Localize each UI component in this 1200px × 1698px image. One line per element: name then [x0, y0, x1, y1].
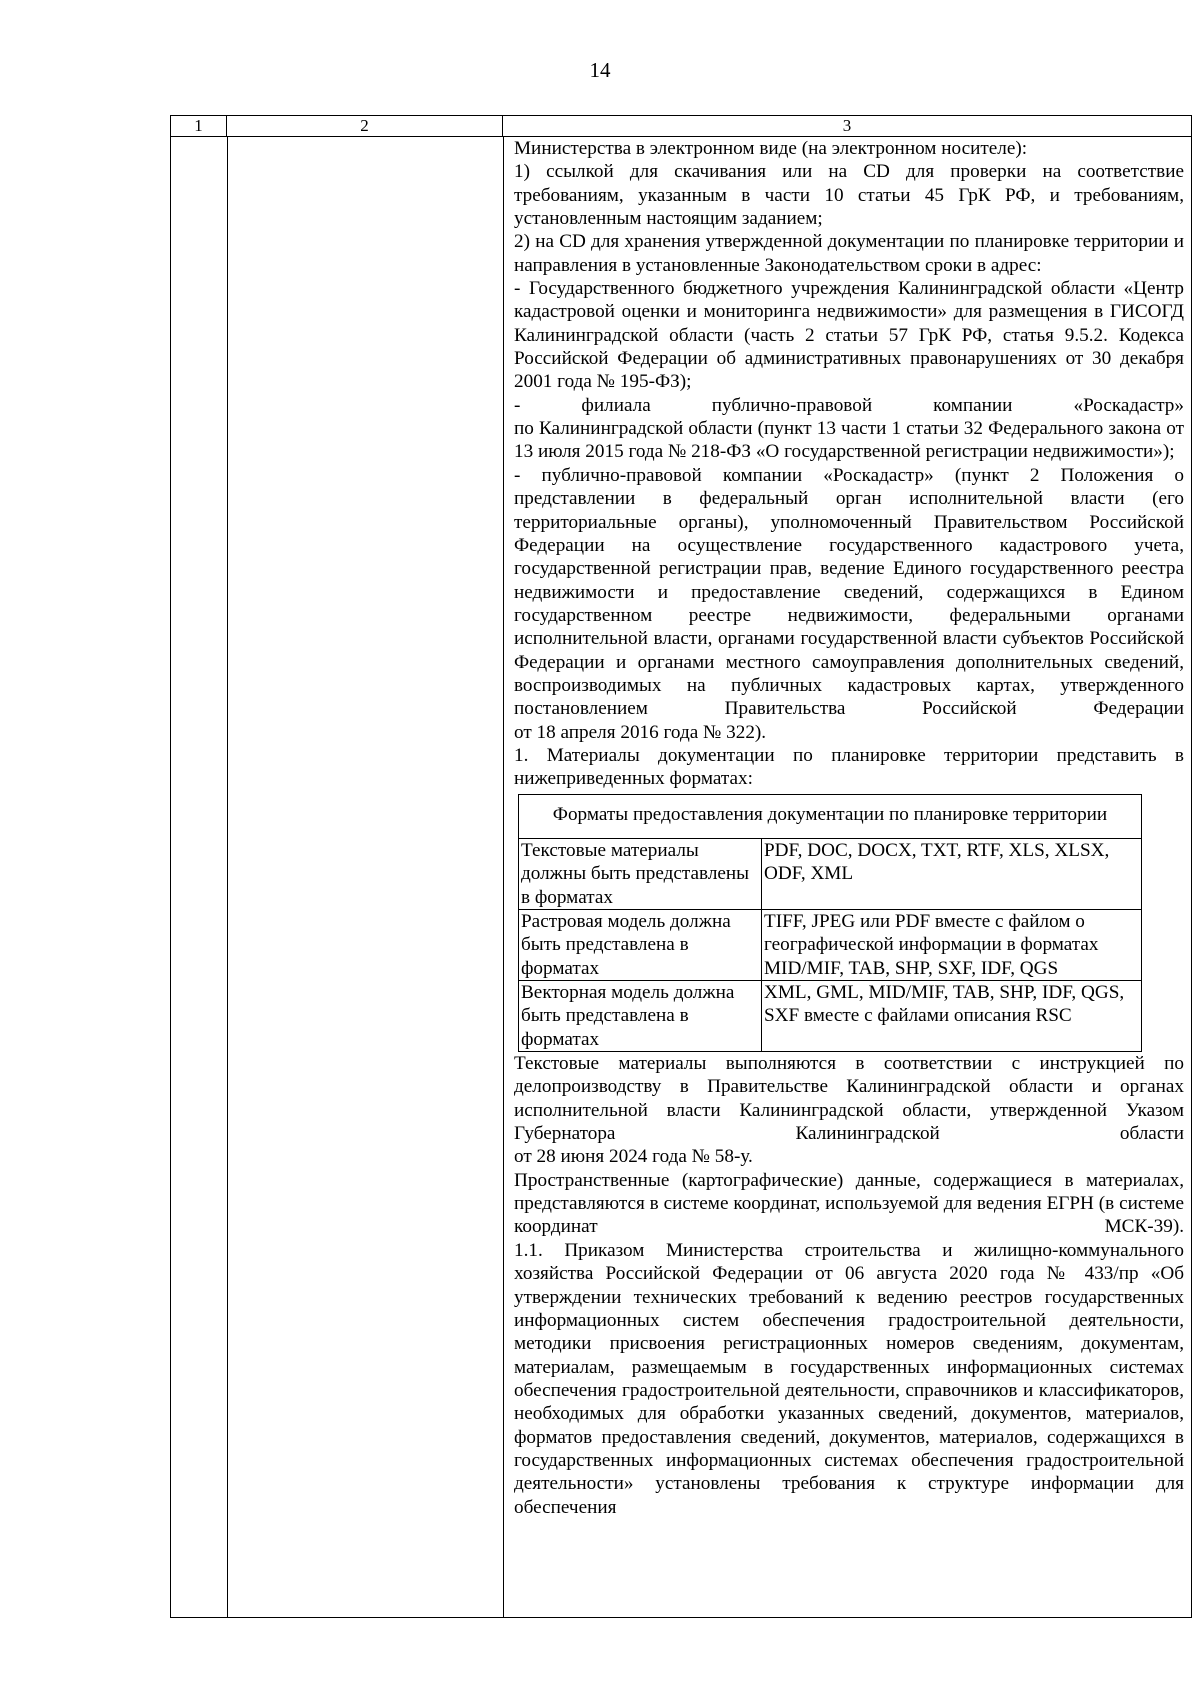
column-3-content — [514, 137, 1184, 1519]
formats-table — [518, 794, 1142, 1052]
table-row — [519, 838, 1142, 909]
paragraphs-after — [514, 1052, 1184, 1519]
format-label-text: Текстовые материалы должны быть представлены в форматах — [519, 838, 762, 909]
paragraph: по Калининградской области (пункт 13 части 1 статьи 32 Федерального закона от 13 июля 2015 года № 218-ФЗ «О государственной регистрации недвижимости»); — [514, 418, 1184, 463]
paragraph: 2) на CD для хранения утвержденной документации по планировке территории и направления в установленные Законодательством сроки в адрес: — [514, 231, 1184, 276]
paragraph: 1.1. Приказом Министерства строительства и жилищно-коммунального хозяйства Российской Федерации от 06 августа 2020 года № 433/пр «Об утверждении технических требований к ведению реестров государственных информационных систем обеспечения градостроительной деятельности, методики присвоения регистрационных номеров сведениям, документам, материалам, размещаемым в государственных информационных системах обеспечения градостроительной деятельности, справочников и классификаторов, необходимых для обработки указанных сведений, документов, материалов, форматов предоставления сведений, документов, материалов, содержащихся в государственных информационных системах обеспечения градостроительной деятельности» установлены требования к структуре информации для обеспечения — [514, 1239, 1184, 1518]
column-divider-1 — [227, 136, 228, 1617]
paragraph: от 28 июня 2024 года № 58-у. — [514, 1146, 753, 1168]
main-table — [170, 115, 1192, 1618]
paragraph: Текстовые материалы выполняются в соответствии с инструкцией по делопроизводству в Правительстве Калининградской области и органах исполнительной власти Калининградской области, утвержденной Указом Губернатора Калининградской области — [514, 1053, 1184, 1145]
page-number: 14 — [589, 58, 611, 82]
format-label-vector: Векторная модель должна быть представлена в форматах — [519, 981, 762, 1052]
paragraph: Министерства в электронном виде (на электронном носителе): — [514, 138, 1028, 159]
column-header-1: 1 — [171, 116, 227, 137]
column-header-3: 3 — [503, 116, 1191, 137]
format-value-raster: TIFF, JPEG или PDF вместе с файлом о географической информации в форматах MID/MIF, TAB, SHP, SXF, IDF, QGS — [762, 910, 1142, 981]
paragraph: - публично-правовой компании «Роскадастр» (пункт 2 Положения о представлении в федеральный орган исполнительной власти (его территориальные органы), уполномоченный Правительством Российской Федерации на осуществление государственного кадастрового учета, государственной регистрации прав, ведение Единого государственного реестра недвижимости и предоставление сведений, содержащихся в Едином государственном реестре недвижимости, федеральными органами исполнительной власти, органами государственной власти субъектов Российской Федерации и органами местного самоуправления дополнительных сведений, воспроизводимых на публичных кадастровых картах, утвержденного постановлением Правительства Российской Федерации — [514, 464, 1184, 720]
table-row — [519, 981, 1142, 1052]
paragraph: Пространственные (картографические) данные, содержащиеся в материалах, представляются в системе координат, используемой для ведения ЕГРН (в системе координат МСК-39). — [514, 1169, 1184, 1238]
paragraph: - филиала публично-правовой компании «Роскадастр» — [514, 394, 1184, 416]
column-divider-2 — [503, 136, 504, 1617]
formats-table-title: Форматы предоставления документации по планировке территории — [519, 794, 1142, 838]
paragraph: 1) ссылкой для скачивания или на CD для проверки на соответствие требованиям, указанным в части 10 статьи 45 ГрК РФ, и требованиям, установленным настоящим заданием; — [514, 161, 1184, 230]
paragraph: от 18 апреля 2016 года № 322). — [514, 721, 767, 743]
paragraph: 1. Материалы документации по планировке территории представить в нижеприведенных форматах: — [514, 744, 1184, 790]
paragraph: - Государственного бюджетного учреждения Калининградской области «Центр кадастровой оценки и мониторинга недвижимости» для размещения в ГИСОГД Калининградской области (часть 2 статьи 57 ГрК РФ, статья 9.5.2. Кодекса Российской Федерации об административных правонарушениях от 30 декабря 2001 года № 195-ФЗ); — [514, 278, 1184, 393]
format-value-text: PDF, DOC, DOCX, TXT, RTF, XLS, XLSX, ODF, XML — [762, 838, 1142, 909]
table-row — [519, 910, 1142, 981]
format-value-vector: XML, GML, MID/MIF, TAB, SHP, IDF, QGS, SXF вместе с файлами описания RSC — [762, 981, 1142, 1052]
format-label-raster: Растровая модель должна быть представлена в форматах — [519, 910, 762, 981]
column-header-2: 2 — [227, 116, 503, 137]
paragraphs-before — [514, 137, 1184, 791]
